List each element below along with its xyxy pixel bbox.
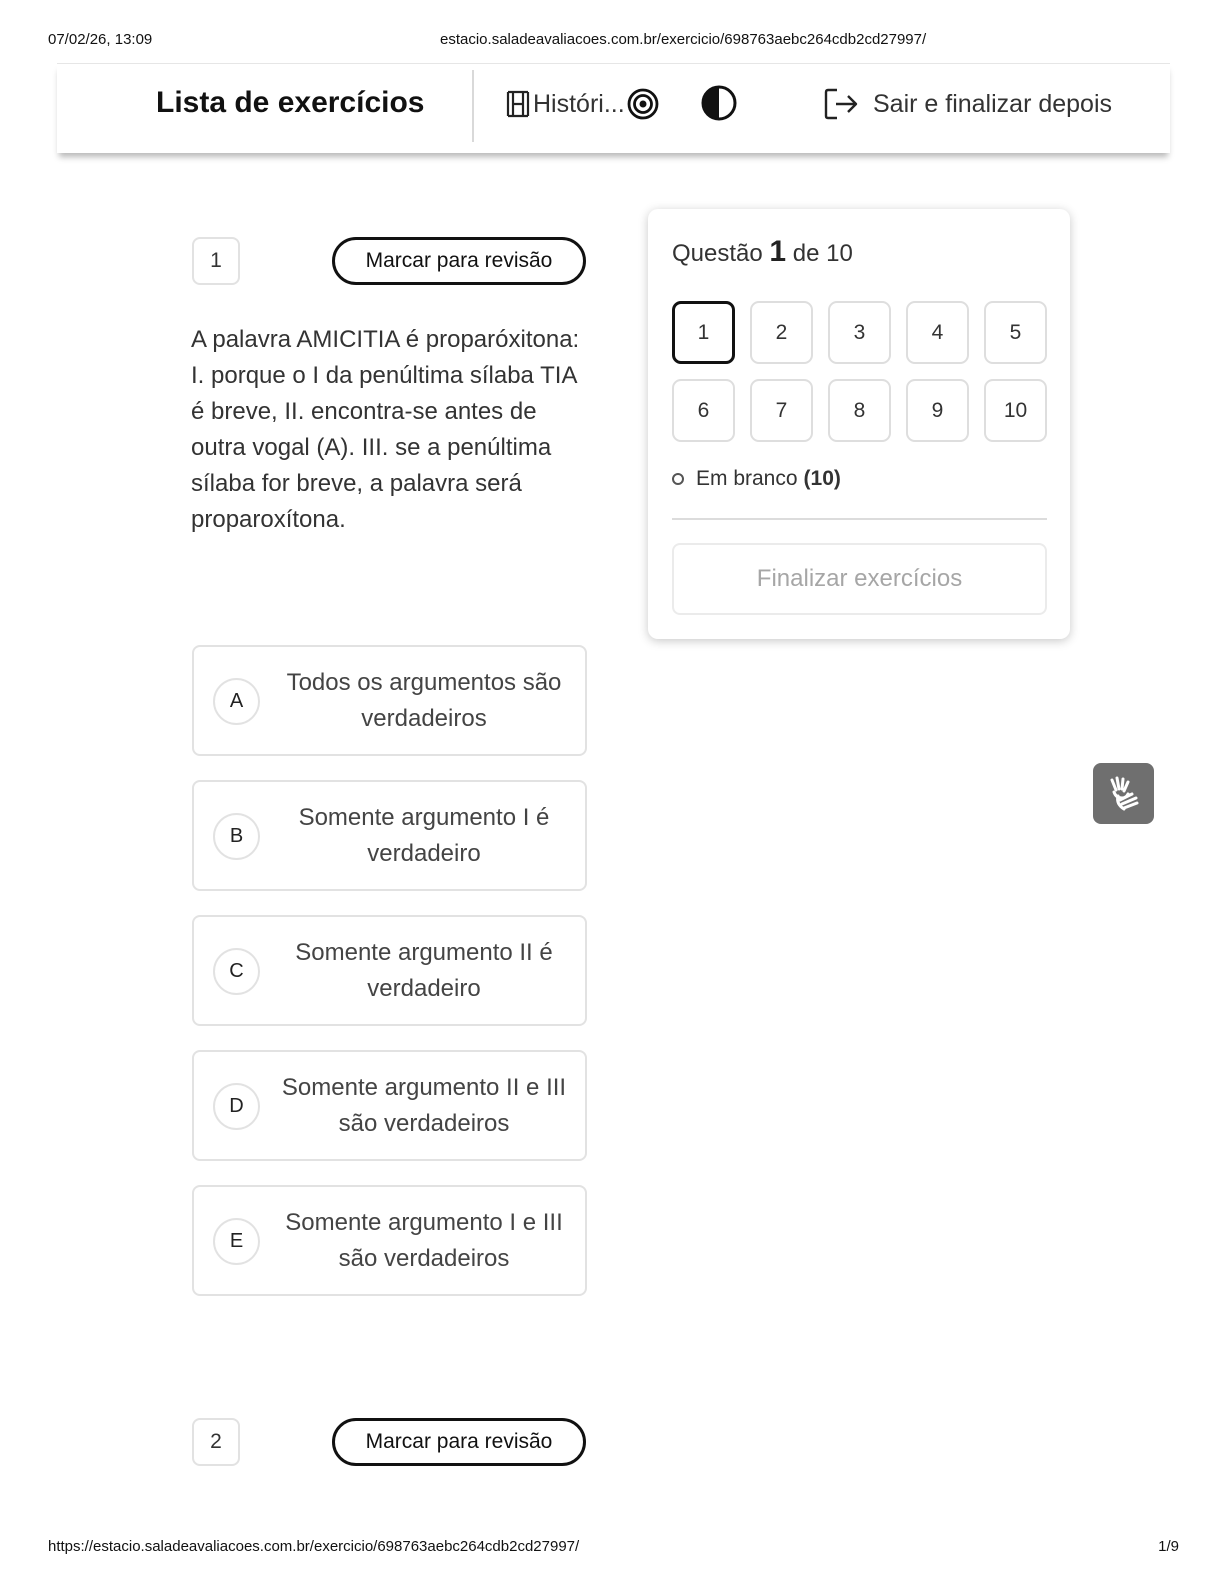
navigator-title-suffix: de 10 bbox=[792, 240, 853, 267]
option-letter: D bbox=[213, 1083, 260, 1130]
mark-review-button[interactable]: Marcar para revisão bbox=[332, 1418, 586, 1466]
nav-question-3[interactable]: 3 bbox=[828, 301, 891, 364]
nav-question-1[interactable]: 1 bbox=[672, 301, 735, 364]
header-divider bbox=[472, 70, 474, 142]
nav-question-8[interactable]: 8 bbox=[828, 379, 891, 442]
page-title: Lista de exercícios bbox=[156, 86, 425, 119]
contrast-button[interactable] bbox=[700, 84, 738, 122]
option-text: Somente argumento I é verdadeiro bbox=[298, 803, 550, 867]
history-button[interactable] bbox=[505, 84, 659, 124]
blank-label: Em branco bbox=[696, 467, 798, 490]
top-bar bbox=[57, 63, 1170, 153]
question-navigator bbox=[648, 209, 1070, 639]
print-page-number: 1/9 bbox=[1158, 1538, 1179, 1555]
option-d[interactable] bbox=[192, 1050, 587, 1161]
option-text: Todos os argumentos são verdadeiros bbox=[286, 668, 562, 732]
nav-question-2[interactable]: 2 bbox=[750, 301, 813, 364]
print-datetime: 07/02/26, 13:09 bbox=[48, 31, 153, 48]
option-text: Somente argumento II e III são verdadeiros bbox=[281, 1073, 567, 1137]
exit-icon bbox=[824, 88, 858, 120]
question-text: A palavra AMICITIA é proparóxitona: I. porque o I da penúltima sílaba TIA é breve, II. encontra-se antes de outra vogal (A). III. se a penúltima sílaba for breve, a palavra será proparoxítona. bbox=[191, 326, 580, 533]
nav-question-6[interactable]: 6 bbox=[672, 379, 735, 442]
contrast-icon bbox=[700, 84, 738, 122]
nav-question-10[interactable]: 10 bbox=[984, 379, 1047, 442]
navigator-grid bbox=[672, 301, 1047, 442]
sign-language-button[interactable] bbox=[1093, 763, 1154, 824]
history-label: Históri... bbox=[533, 89, 625, 118]
sign-language-icon bbox=[1104, 774, 1144, 814]
blank-dot-icon bbox=[672, 473, 684, 485]
navigator-divider bbox=[672, 518, 1047, 520]
option-text: Somente argumento II é verdadeiro bbox=[295, 938, 553, 1002]
question-number: 1 bbox=[192, 237, 240, 285]
navigator-current-number: 1 bbox=[769, 235, 787, 268]
option-letter: A bbox=[213, 678, 260, 725]
option-e[interactable] bbox=[192, 1185, 587, 1296]
navigator-title bbox=[672, 235, 853, 269]
option-b[interactable] bbox=[192, 780, 587, 891]
finish-exercises-button[interactable]: Finalizar exercícios bbox=[672, 543, 1047, 615]
nav-question-4[interactable]: 4 bbox=[906, 301, 969, 364]
navigator-title-prefix: Questão bbox=[672, 240, 763, 267]
exit-label: Sair e finalizar depois bbox=[873, 89, 1113, 118]
nav-question-5[interactable]: 5 bbox=[984, 301, 1047, 364]
nav-question-9[interactable]: 9 bbox=[906, 379, 969, 442]
exit-button[interactable] bbox=[824, 88, 1112, 120]
option-c[interactable] bbox=[192, 915, 587, 1026]
print-url: estacio.saladeavaliacoes.com.br/exercicio/698763aebc264cdb2cd27997/ bbox=[440, 31, 927, 48]
option-letter: E bbox=[213, 1218, 260, 1265]
mark-review-button[interactable]: Marcar para revisão bbox=[332, 237, 586, 285]
nav-question-7[interactable]: 7 bbox=[750, 379, 813, 442]
history-icon bbox=[505, 89, 531, 119]
target-icon bbox=[627, 88, 659, 120]
option-a[interactable] bbox=[192, 645, 587, 756]
option-letter: C bbox=[213, 948, 260, 995]
question-number: 2 bbox=[192, 1418, 240, 1466]
print-url-footer: https://estacio.saladeavaliacoes.com.br/exercicio/698763aebc264cdb2cd27997/ bbox=[48, 1538, 580, 1555]
blank-count: (10) bbox=[803, 467, 841, 490]
option-letter: B bbox=[213, 813, 260, 860]
blank-status bbox=[672, 467, 841, 491]
option-text: Somente argumento I e III são verdadeiros bbox=[285, 1208, 563, 1272]
